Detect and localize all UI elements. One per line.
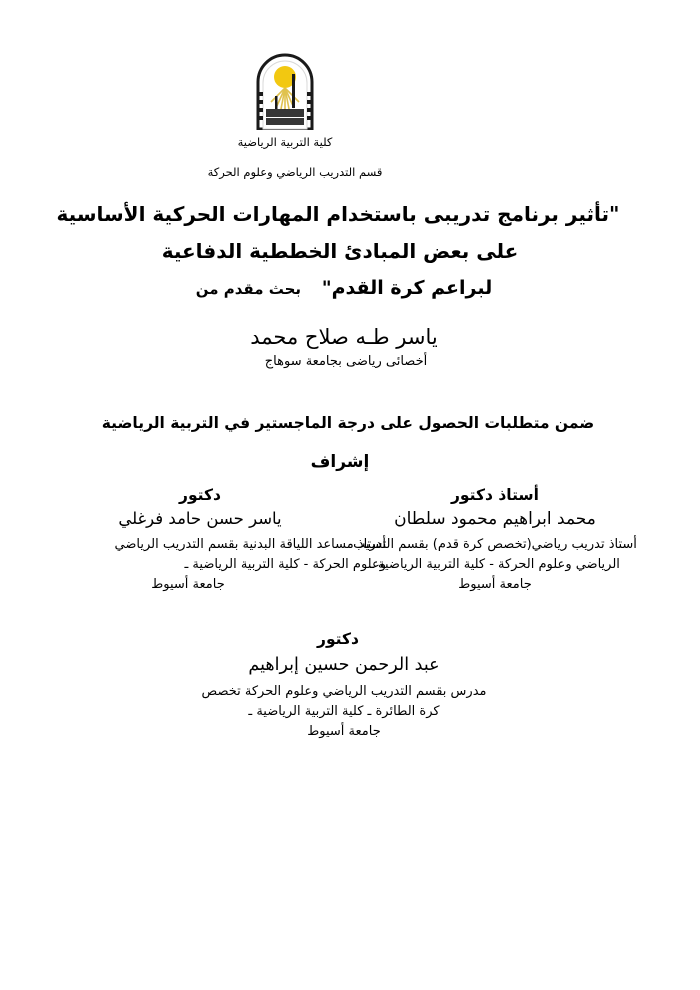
supervisor-tertiary-description-line-1: مدرس بقسم التدريب الرياضي وعلوم الحركة تخصص <box>201 684 487 699</box>
thesis-title-line-3 <box>0 270 694 308</box>
supervisor-secondary-rank: دكتور <box>179 486 221 504</box>
supervisor-primary-description-line-2: الرياضي وعلوم الحركة - كلية التربية الرياضية ـ <box>370 557 620 572</box>
supervision-heading <box>0 450 700 474</box>
supervisor-primary-description-line-3: جامعة أسيوط <box>458 577 532 592</box>
department-name <box>0 164 700 180</box>
supervisor-primary-description <box>350 535 640 595</box>
supervisor-tertiary-rank: دكتور <box>317 630 359 648</box>
supervisor-secondary-description-line-1: أستاذ مساعد اللياقة البدنية بقسم التدريب الرياضي <box>114 537 386 552</box>
supervisor-tertiary-description-line-2: كرة الطائرة ـ كلية التربية الرياضية ـ <box>248 704 440 719</box>
supervisor-secondary-description <box>50 535 386 595</box>
supervisor-primary <box>350 484 640 595</box>
supervisor-primary-rank: أستاذ دكتور <box>451 486 539 504</box>
supervisor-secondary-description-line-3: جامعة أسيوط <box>151 577 225 592</box>
researcher-block <box>0 322 700 372</box>
researcher-name: ياسر طـه صلاح محمد <box>250 325 438 349</box>
supervisor-tertiary <box>0 628 700 742</box>
supervisor-primary-description-line-1: أستاذ تدريب رياضي(تخصص كرة قدم) بقسم التدريب <box>353 537 637 552</box>
thesis-title-line-2: على بعض المبادئ الخططية الدفاعية <box>161 239 519 263</box>
researcher-affiliation: أخصائى رياضى بجامعة سوهاج <box>264 354 428 369</box>
supervisor-tertiary-description-line-3: جامعة أسيوط <box>307 724 381 739</box>
supervisor-tertiary-description <box>0 682 700 742</box>
supervisor-tertiary-name: عبد الرحمن حسين إبراهيم <box>248 655 440 675</box>
supervision-heading-text: إشراف <box>310 452 370 472</box>
department-name-text: قسم التدريب الرياضي وعلوم الحركة <box>207 165 383 179</box>
submitted-by-label: بحث مقدم من <box>195 280 302 298</box>
university-logo-block <box>0 52 700 150</box>
supervisor-secondary <box>50 484 386 595</box>
thesis-title-line-3-text: لبراعم كرة القدم" <box>321 277 493 299</box>
thesis-title <box>0 196 700 308</box>
supervisors-row <box>0 484 700 624</box>
supervisor-secondary-description-line-2: وعلوم الحركة - كلية التربية الرياضية ـ <box>184 557 386 572</box>
degree-statement-text: ضمن متطلبات الحصول على درجة الماجستير في التربية الرياضية <box>101 414 595 432</box>
degree-statement <box>0 412 700 434</box>
supervisor-secondary-name: ياسر حسن حامد فرغلي <box>118 509 282 528</box>
supervisor-primary-name: محمد ابراهيم محمود سلطان <box>394 509 596 529</box>
faculty-name: كلية التربية الرياضية <box>237 135 333 149</box>
assiut-university-crest-icon <box>254 52 316 130</box>
thesis-title-line-1: "تأثير برنامج تدريبى باستخدام المهارات الحركية الأساسية <box>56 202 620 226</box>
